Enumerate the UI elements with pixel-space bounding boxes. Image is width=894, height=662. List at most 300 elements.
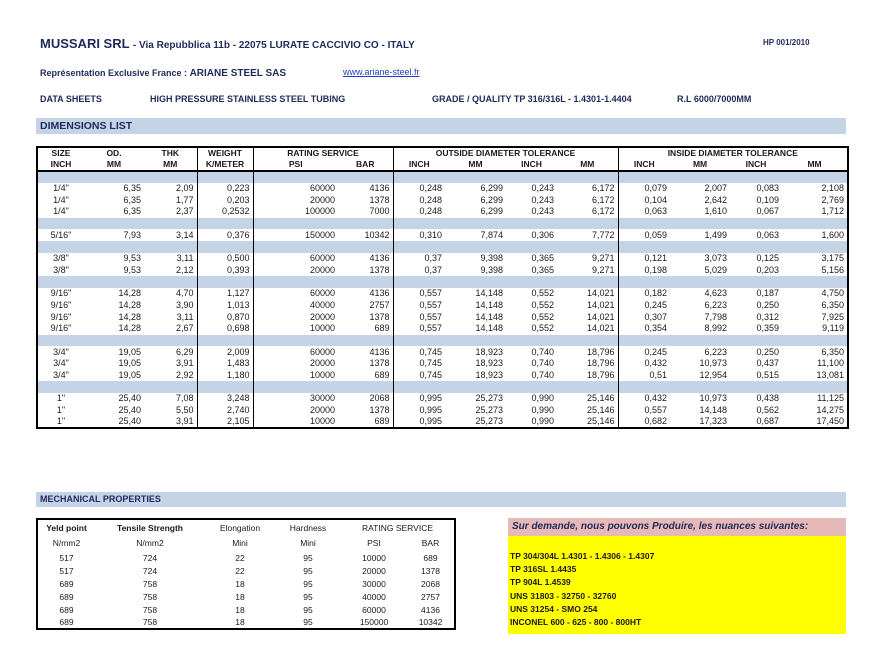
dimension-cell: 2,12 (144, 265, 197, 277)
dimension-cell: 10,973 (699, 358, 728, 369)
dimension-cell: 19,05 (118, 370, 141, 381)
dimension-cell: 18,923 (475, 358, 504, 369)
dimension-row (37, 288, 848, 300)
dimension-cell: 11,125 (782, 393, 848, 405)
dimension-cell: 10000 (253, 416, 338, 428)
header-weight: WEIGHT (197, 147, 253, 159)
dimension-cell: 0,515 (756, 370, 780, 381)
dimension-cell: 25,146 (557, 405, 618, 417)
dimension-cell: 7,08 (144, 393, 197, 405)
unit-cell: INCH (730, 159, 782, 171)
dimension-cell: 0,079 (644, 183, 668, 194)
separator-cell (445, 335, 506, 347)
company-address: - Via Repubblica 11b - 22075 LURATE CACCIVIO CO - ITALY (132, 40, 415, 51)
unit-cell: BAR (421, 538, 440, 548)
dimension-cell: 3,14 (144, 229, 197, 241)
dimension-cell: 0,248 (419, 183, 443, 194)
mechanical-cell: 2068 (421, 578, 440, 589)
dimension-cell: 0,250 (756, 299, 780, 310)
dimension-cell: 1,013 (197, 300, 253, 312)
dimension-cell: 0,557 (419, 288, 443, 299)
dimension-cell: 3/4" (37, 358, 84, 370)
dimension-cell: 0,365 (531, 264, 555, 275)
dimension-cell: 0,083 (756, 183, 780, 194)
separator-cell (506, 171, 557, 183)
grade-item: TP 316SL 1.4435 (510, 564, 577, 575)
dimension-cell: 25,40 (84, 416, 144, 428)
dimension-cell: 9,53 (123, 253, 141, 264)
separator-cell (338, 241, 393, 253)
mechanical-cell: 18 (235, 604, 245, 615)
separator-cell (253, 335, 338, 347)
separator-cell (557, 335, 618, 347)
dimension-cell: 25,40 (118, 405, 141, 416)
dimension-cell: 3,91 (144, 416, 197, 428)
separator-cell (197, 218, 253, 230)
dimension-cell: 3,11 (144, 253, 197, 265)
separator-cell (782, 171, 848, 183)
dimension-cell: 100000 (304, 206, 335, 217)
dimension-cell: 5,029 (704, 264, 728, 275)
mechanical-cell: 724 (142, 552, 158, 563)
dimension-cell: 1378 (338, 405, 393, 417)
separator-cell (445, 241, 506, 253)
mechanical-cell: 22 (235, 552, 245, 563)
mechanical-cell: 689 (59, 591, 74, 602)
mechanical-title: MECHANICAL PROPERTIES (36, 492, 846, 507)
dimension-cell: 4,623 (704, 288, 728, 299)
separator-cell (618, 381, 670, 393)
dimension-cell: 0,312 (756, 311, 780, 322)
separator-cell (506, 276, 557, 288)
dimension-cell: 0,740 (531, 370, 555, 381)
separator-cell (338, 276, 393, 288)
dimension-cell: 3/8" (37, 265, 84, 277)
dimension-cell: 9/16" (37, 300, 84, 312)
separator-cell (782, 241, 848, 253)
separator-cell (557, 241, 618, 253)
dimension-cell: 0,37 (424, 253, 443, 264)
dimension-cell: 25,146 (557, 416, 618, 428)
dimension-cell: 0,990 (531, 405, 555, 416)
dimension-cell: 3,90 (144, 300, 197, 312)
unit-cell: Mini (300, 538, 316, 548)
dimension-cell: 2,09 (144, 183, 197, 195)
dimension-cell: 40000 (309, 299, 335, 310)
separator-cell (37, 171, 84, 183)
separator-cell (144, 241, 197, 253)
dimension-cell: 0,745 (419, 370, 443, 381)
header-size: SIZE (37, 147, 84, 159)
dimension-cell: 14,021 (557, 311, 618, 323)
dimension-cell: 0,310 (419, 229, 443, 240)
dimension-cell: 20000 (309, 311, 335, 322)
mechanical-cell: 10342 (418, 617, 443, 627)
dimension-cell: 0,740 (531, 346, 555, 357)
dimension-cell: 2,769 (782, 194, 848, 206)
dimension-cell: 0,243 (531, 194, 555, 205)
dimension-cell: 14,28 (118, 299, 141, 310)
dimension-cell: 1378 (338, 265, 393, 277)
mechanical-cell: 95 (303, 552, 313, 563)
separator-cell (782, 218, 848, 230)
dimension-cell: 25,273 (475, 405, 504, 416)
company-name: MUSSARI SRL (40, 36, 130, 51)
separator-cell (557, 381, 618, 393)
dimension-cell: 0,245 (644, 299, 668, 310)
dimension-cell: 7000 (338, 206, 393, 218)
separator-cell (730, 171, 782, 183)
mechanical-cell: 517 (59, 565, 74, 576)
dimension-cell: 2,105 (197, 416, 253, 428)
dimension-cell: 0,745 (419, 346, 443, 357)
separator-cell (253, 171, 338, 183)
grade-item: TP 304/304L 1.4301 - 1.4306 - 1.4307 (510, 551, 655, 561)
unit-cell: MM (670, 159, 730, 171)
dimension-cell: 1,712 (782, 206, 848, 218)
dimension-row (37, 405, 848, 417)
dimension-cell: 6,299 (480, 194, 504, 205)
dimensions-title: DIMENSIONS LIST (36, 118, 846, 134)
dimension-cell: 14,148 (475, 311, 504, 322)
dimension-cell: 0,250 (756, 346, 780, 357)
dimension-cell: 0,121 (644, 253, 668, 264)
dimension-cell: 0,557 (419, 299, 443, 310)
dimension-cell: 5,156 (782, 265, 848, 277)
separator-cell (144, 276, 197, 288)
dimension-cell: 0,359 (756, 323, 780, 334)
header-elongation: Elongation (219, 522, 261, 533)
header-od: OD. (84, 147, 144, 159)
dimension-cell: 3,175 (782, 253, 848, 265)
separator-cell (84, 241, 144, 253)
separator-cell (618, 218, 670, 230)
dimension-cell: 2,642 (704, 194, 728, 205)
rl-label: R.L 6000/7000MM (677, 94, 752, 104)
grade-item: UNS 31803 - 32750 - 32760 (510, 590, 617, 601)
separator-cell (730, 381, 782, 393)
separator-cell (670, 381, 730, 393)
separator-cell (506, 335, 557, 347)
mechanical-cell: 2757 (421, 591, 440, 602)
dimension-cell: 0,740 (531, 358, 555, 369)
dimension-cell: 1/4" (37, 194, 84, 206)
dimension-cell: 5,50 (144, 405, 197, 417)
unit-cell: MM (557, 159, 618, 171)
dimension-cell: 18,796 (557, 358, 618, 370)
separator-cell (393, 171, 445, 183)
separator-cell (393, 381, 445, 393)
separator-cell (84, 381, 144, 393)
dimension-cell: 3,91 (144, 358, 197, 370)
header-rating-service: RATING SERVICE (362, 522, 434, 533)
dimension-cell: 14,021 (557, 288, 618, 300)
separator-cell (618, 335, 670, 347)
dimension-cell: 0,2532 (197, 206, 253, 218)
mechanical-cell: 22 (235, 565, 245, 576)
dimension-row (37, 311, 848, 323)
dimension-cell: 6,172 (557, 194, 618, 206)
separator-cell (506, 381, 557, 393)
dimension-cell: 0,306 (531, 229, 555, 240)
dimension-cell: 6,172 (557, 183, 618, 195)
dimension-cell: 2,108 (782, 183, 848, 195)
separator-cell (253, 218, 338, 230)
dimension-cell: 20000 (309, 405, 335, 416)
dimension-cell: 4,70 (144, 288, 197, 300)
dimension-cell: 3,11 (144, 311, 197, 323)
mechanical-cell: 95 (303, 578, 313, 589)
dimension-cell: 9,119 (782, 323, 848, 335)
dimension-cell: 0,745 (419, 358, 443, 369)
dimension-cell: 9/16" (37, 288, 84, 300)
mechanical-cell: 689 (59, 578, 74, 589)
dimension-cell: 0,870 (197, 311, 253, 323)
dimension-cell: 0,245 (644, 346, 668, 357)
dimension-cell: 0,354 (644, 323, 668, 334)
dimension-cell: 0,248 (419, 206, 443, 217)
dimension-cell: 14,148 (475, 323, 504, 334)
dimension-row (37, 393, 848, 405)
dimension-cell: 0,562 (756, 405, 780, 416)
dimension-cell: 0,059 (644, 229, 668, 240)
dimension-cell: 0,552 (531, 299, 555, 310)
dimension-cell: 0,990 (531, 393, 555, 404)
document-reference: HP 001/2010 (763, 38, 810, 47)
dimension-cell: 6,299 (480, 183, 504, 194)
dimension-cell: 0,243 (531, 206, 555, 217)
separator-cell (84, 335, 144, 347)
dimension-cell: 9,398 (480, 264, 504, 275)
unit-cell: BAR (338, 159, 393, 171)
dimension-cell: 0,376 (197, 229, 253, 241)
separator-cell (730, 335, 782, 347)
separator-cell (253, 276, 338, 288)
dimension-row (37, 194, 848, 206)
separator-cell (782, 276, 848, 288)
dimension-cell: 14,275 (782, 405, 848, 417)
mechanical-row (37, 564, 455, 577)
unit-cell: MM (144, 159, 197, 171)
dimension-cell: 1378 (338, 358, 393, 370)
separator-cell (730, 276, 782, 288)
separator-cell (445, 276, 506, 288)
dimension-cell: 0,187 (756, 288, 780, 299)
dimension-cell: 0,063 (644, 206, 668, 217)
separator-cell (338, 171, 393, 183)
separator-cell (197, 381, 253, 393)
separator-cell (197, 276, 253, 288)
mechanical-cell: 724 (142, 565, 158, 576)
separator-cell (557, 276, 618, 288)
dimension-cell: 9,271 (557, 265, 618, 277)
dimension-cell: 3/4" (37, 370, 84, 382)
dimension-cell: 17,450 (782, 416, 848, 428)
unit-cell: INCH (393, 159, 445, 171)
dimension-row (37, 323, 848, 335)
dimension-cell: 1,127 (197, 288, 253, 300)
separator-cell (730, 218, 782, 230)
dimension-cell: 8,992 (704, 323, 728, 334)
dimension-cell: 2,007 (704, 183, 728, 194)
grade-item: INCONEL 600 - 625 - 800 - 800HT (510, 616, 642, 627)
dimension-cell: 25,273 (445, 416, 506, 428)
dimension-cell: 19,05 (118, 346, 141, 357)
separator-cell (393, 276, 445, 288)
header-rating-service: RATING SERVICE (253, 147, 393, 159)
separator-row (37, 381, 848, 393)
dimension-row (37, 253, 848, 265)
separator-cell (253, 381, 338, 393)
separator-cell (37, 335, 84, 347)
unit-cell: INCH (506, 159, 557, 171)
mechanical-cell: 18 (235, 617, 245, 627)
mechanical-cell: 30000 (362, 578, 386, 589)
dimensions-table (36, 146, 849, 429)
separator-cell (445, 218, 506, 230)
separator-cell (84, 276, 144, 288)
dimension-cell: 6,223 (704, 346, 728, 357)
dimension-cell: 0,307 (644, 311, 668, 322)
mechanical-row (37, 616, 455, 629)
dimension-cell: 150000 (304, 229, 335, 240)
dimension-cell: 4136 (338, 253, 393, 265)
unit-cell: PSI (367, 538, 381, 548)
dimension-cell: 0,104 (644, 194, 668, 205)
dimension-cell: 0,365 (531, 253, 555, 264)
dimension-cell: 0,557 (419, 323, 443, 334)
unit-cell: MM (84, 159, 144, 171)
dimension-cell: 0,438 (756, 393, 780, 404)
mechanical-unit-row (37, 535, 455, 551)
dimension-row (37, 358, 848, 370)
dimension-cell: 12,954 (699, 370, 728, 381)
dimension-cell: 20000 (309, 194, 335, 205)
dimension-cell: 6,299 (480, 206, 504, 217)
dimension-cell: 0,995 (419, 393, 443, 404)
dimension-cell: 0,198 (644, 264, 668, 275)
separator-cell (445, 171, 506, 183)
separator-cell (37, 218, 84, 230)
mechanical-cell: 18 (235, 578, 245, 589)
dimension-cell: 20000 (309, 264, 335, 275)
dimension-cell: 0,995 (393, 416, 445, 428)
dimension-cell: 18,796 (557, 346, 618, 358)
mechanical-cell: 10000 (362, 552, 386, 563)
mechanical-table (36, 518, 456, 630)
dimension-cell: 25,40 (118, 393, 141, 404)
separator-cell (618, 241, 670, 253)
separator-cell (445, 381, 506, 393)
dimension-cell: 14,021 (557, 300, 618, 312)
separator-row (37, 335, 848, 347)
grades-box (508, 518, 846, 634)
company-line (40, 36, 415, 51)
dimension-cell: 10,973 (699, 393, 728, 404)
header-yield-point: Yeld point (46, 522, 87, 533)
dimension-cell: 1" (37, 405, 84, 417)
dimension-cell: 6,223 (704, 299, 728, 310)
dimension-cell: 0,995 (419, 405, 443, 416)
dimension-cell: 14,148 (475, 288, 504, 299)
grade-item: UNS 31254 - SMO 254 (510, 603, 598, 614)
mechanical-cell: 689 (59, 604, 74, 615)
dimension-cell: 0,51 (649, 370, 668, 381)
separator-row (37, 171, 848, 183)
separator-row (37, 241, 848, 253)
mechanical-row (37, 603, 455, 616)
mechanical-cell: 95 (303, 617, 313, 627)
header-hardness: Hardness (289, 522, 327, 533)
dimension-cell: 2068 (338, 393, 393, 405)
header-inside-tolerance: INSIDE DIAMETER TOLERANCE (618, 147, 848, 159)
dimension-row (37, 416, 848, 428)
dimension-cell: 3/8" (37, 253, 84, 265)
dimension-cell: 0,687 (730, 416, 782, 428)
dimension-cell: 4,750 (782, 288, 848, 300)
dimension-cell: 25,146 (557, 393, 618, 405)
mechanical-cell: 95 (303, 591, 313, 602)
dimension-cell: 2,740 (197, 405, 253, 417)
dimension-cell: 1/4" (37, 206, 84, 218)
dimension-cell: 17,323 (670, 416, 730, 428)
dimension-cell: 689 (338, 323, 393, 335)
unit-cell: INCH (618, 159, 670, 171)
dimension-cell: 0,37 (424, 264, 443, 275)
dimension-row (37, 370, 848, 382)
mechanical-cell: 60000 (362, 604, 386, 615)
grades-list (508, 536, 846, 634)
dimension-cell: 0,063 (756, 229, 780, 240)
dimension-cell: 9/16" (37, 323, 84, 335)
dimension-cell: 1,610 (704, 206, 728, 217)
dimension-cell: 14,28 (118, 323, 141, 334)
representation-line (40, 68, 286, 79)
dimension-cell: 0,203 (197, 194, 253, 206)
grade-label: GRADE / QUALITY TP 316/316L - 1.4301-1.4404 (432, 94, 632, 104)
dimension-cell: 2,67 (144, 323, 197, 335)
dimension-cell: 3,073 (704, 253, 728, 264)
dimension-cell: 0,109 (756, 194, 780, 205)
dimension-cell: 7,874 (480, 229, 504, 240)
dimension-cell: 13,081 (782, 370, 848, 382)
website-link[interactable]: www.ariane-steel.fr (343, 67, 420, 77)
dimension-cell: 689 (338, 370, 393, 382)
product-label: HIGH PRESSURE STAINLESS STEEL TUBING (150, 94, 346, 104)
dimension-cell: 1" (37, 393, 84, 405)
dimension-cell: 9,271 (557, 253, 618, 265)
mechanical-cell: 95 (303, 604, 313, 615)
dimension-cell: 0,557 (644, 405, 668, 416)
dimension-cell: 689 (338, 416, 393, 428)
dimension-cell: 1,499 (704, 229, 728, 240)
dimension-cell: 10000 (309, 323, 335, 334)
separator-cell (144, 218, 197, 230)
dimension-cell: 0,437 (756, 358, 780, 369)
dimension-cell: 10000 (309, 370, 335, 381)
dimension-cell: 0,182 (644, 288, 668, 299)
dimension-cell: 0,500 (197, 253, 253, 265)
dimension-cell: 4136 (338, 288, 393, 300)
mechanical-row (37, 551, 455, 564)
dimension-cell: 4136 (338, 346, 393, 358)
dimension-cell: 1,600 (782, 229, 848, 241)
dimension-cell: 1,483 (197, 358, 253, 370)
dimension-cell: 0,393 (197, 265, 253, 277)
separator-cell (393, 218, 445, 230)
mechanical-cell: 150000 (359, 617, 389, 627)
dimension-cell: 18,923 (475, 370, 504, 381)
